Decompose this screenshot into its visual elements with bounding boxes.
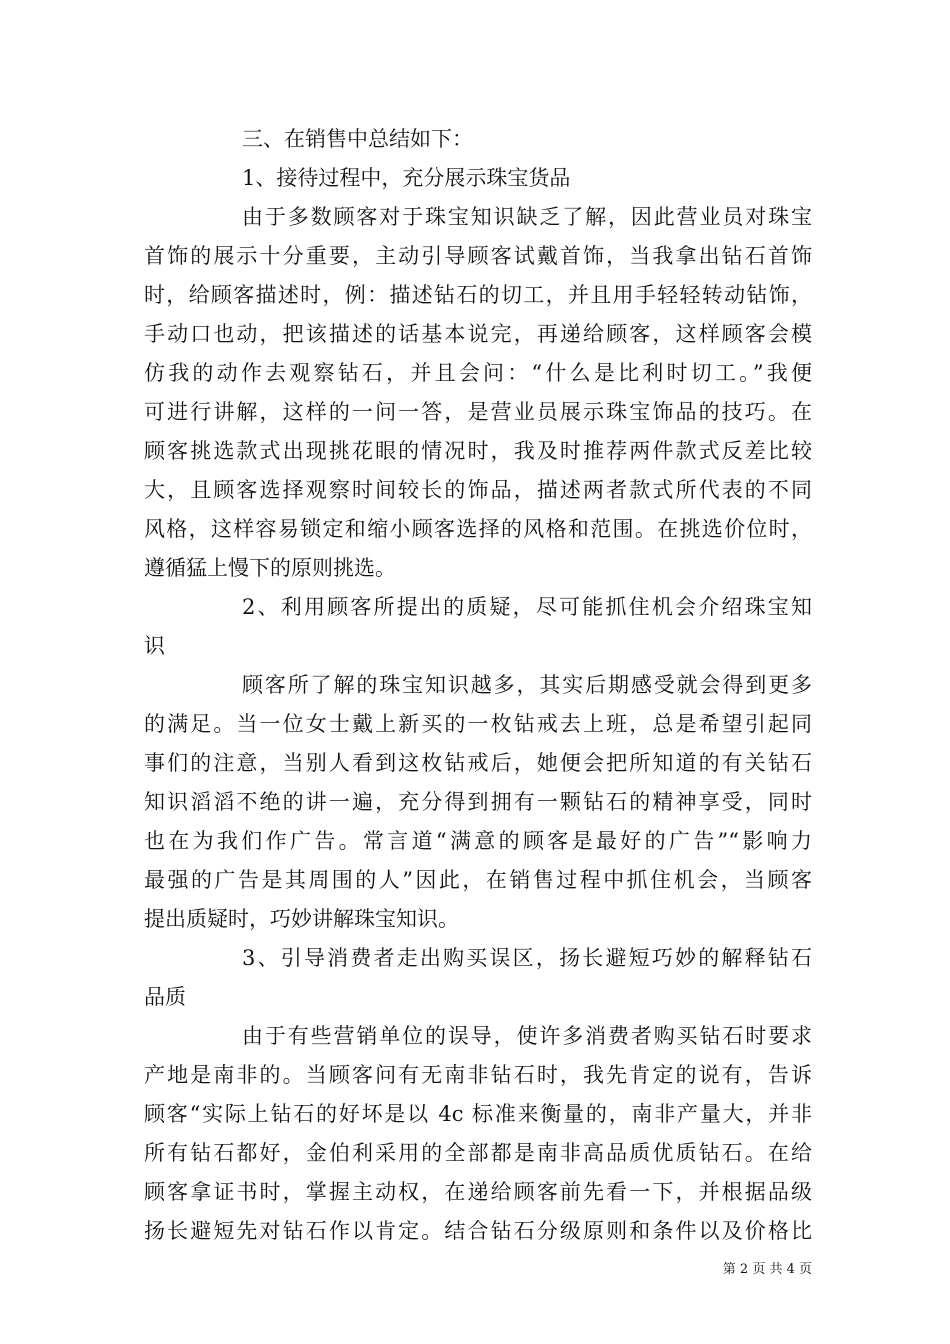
subheading-1: 1、接待过程中，充分展示珠宝货品 <box>242 166 571 190</box>
subheading-2: 2、利用顾客所提出的质疑，尽可能抓住机会介绍珠宝知 <box>242 595 812 619</box>
paragraph-line: 顾客所了解的珠宝知识越多，其实后期感受就会得到更多 <box>242 673 812 697</box>
paragraph-line: 提出质疑时，巧妙讲解珠宝知识。 <box>144 907 459 931</box>
paragraph-line: 风格，这样容易锁定和缩小顾客选择的风格和范围。在挑选价位时， <box>144 517 812 541</box>
paragraph-line: 所有钻石都好，金伯利采用的全部都是南非高品质优质钻石。在给 <box>144 1141 812 1165</box>
subheading-3: 3、引导消费者走出购买误区，扬长避短巧妙的解释钻石 <box>242 946 812 970</box>
paragraph-line: 手动口也动，把该描述的话基本说完，再递给顾客，这样顾客会模 <box>144 322 812 346</box>
document-body <box>144 120 812 1251</box>
paragraph-line: 扬长避短先对钻石作以肯定。结合钻石分级原则和条件以及价格比 <box>144 1219 812 1243</box>
paragraph-line: 遵循猛上慢下的原则挑选。 <box>144 556 396 580</box>
paragraph-line: 仿我的动作去观察钻石，并且会问：“什么是比利时切工。”我便 <box>144 361 812 385</box>
paragraph-line: 首饰的展示十分重要，主动引导顾客试戴首饰，当我拿出钻石首饰 <box>144 244 812 268</box>
section-heading: 三、在销售中总结如下： <box>242 127 473 151</box>
paragraph-line: 知识滔滔不绝的讲一遍，充分得到拥有一颗钻石的精神享受，同时 <box>144 790 812 814</box>
paragraph-line: 最强的广告是其周围的人”因此，在销售过程中抓住机会，当顾客 <box>144 868 812 892</box>
subheading-3-continued: 品质 <box>144 985 186 1009</box>
subheading-2-continued: 识 <box>144 634 165 658</box>
paragraph-line: 大，且顾客选择观察时间较长的饰品，描述两者款式所代表的不同 <box>144 478 812 502</box>
paragraph-line: 由于多数顾客对于珠宝知识缺乏了解，因此营业员对珠宝 <box>242 205 812 229</box>
paragraph-line: 由于有些营销单位的误导，使许多消费者购买钻石时要求 <box>242 1024 812 1048</box>
paragraph-line: 顾客挑选款式出现挑花眼的情况时，我及时推荐两件款式反差比较 <box>144 439 812 463</box>
paragraph-line: 产地是南非的。当顾客问有无南非钻石时，我先肯定的说有，告诉 <box>144 1063 812 1087</box>
paragraph-line: 可进行讲解，这样的一问一答，是营业员展示珠宝饰品的技巧。在 <box>144 400 812 424</box>
paragraph-line: 的满足。当一位女士戴上新买的一枚钻戒去上班，总是希望引起同 <box>144 712 812 736</box>
paragraph-line: 也在为我们作广告。常言道“满意的顾客是最好的广告”“影响力 <box>144 829 812 853</box>
paragraph-line: 顾客“实际上钻石的好坏是以 4c 标准来衡量的，南非产量大，并非 <box>144 1102 812 1126</box>
paragraph-line: 事们的注意，当别人看到这枚钻戒后，她便会把所知道的有关钻石 <box>144 751 812 775</box>
paragraph-line: 顾客拿证书时，掌握主动权，在递给顾客前先看一下，并根据品级 <box>144 1180 812 1204</box>
paragraph-line: 时，给顾客描述时，例：描述钻石的切工，并且用手轻轻转动钻饰， <box>144 283 812 307</box>
page-number: 第 2 页 共 4 页 <box>722 1262 812 1277</box>
